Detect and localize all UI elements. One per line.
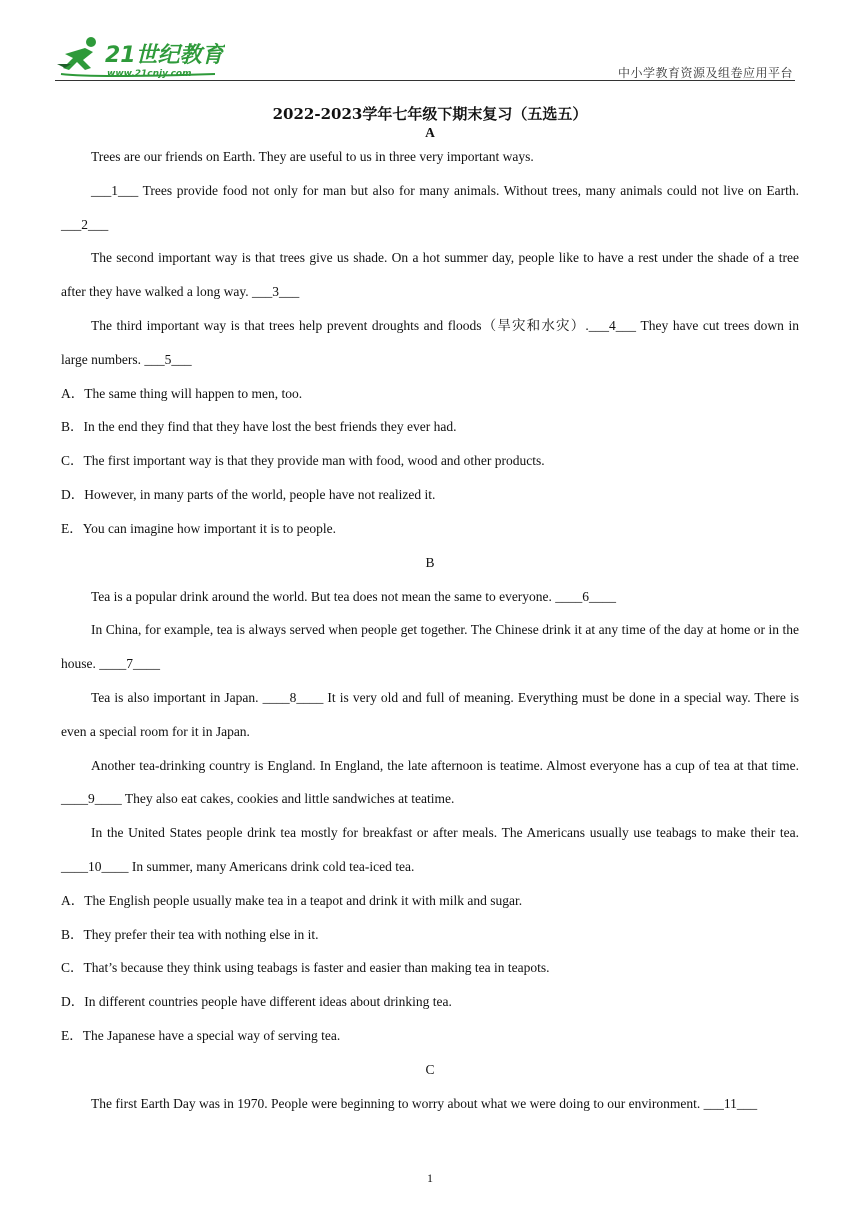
paragraph: The first Earth Day was in 1970. People were beginning to worry about what we were doing to our environment. ___11___: [91, 1095, 758, 1111]
page-number: 1: [427, 1171, 433, 1185]
option-d: D．In different countries people have different ideas about drinking tea.: [61, 994, 452, 1010]
option-b: B．They prefer their tea with nothing else in it.: [61, 926, 319, 942]
platform-name: 中小学教育资源及组卷应用平台: [617, 66, 793, 80]
paragraph: In the United States people drink tea mostly for breakfast or after meals. The Americans usually use teabags to make their tea. ____10____ In summer, many Americans drink cold tea-iced tea.: [61, 825, 799, 874]
option-a: A．The same thing will happen to men, too.: [61, 385, 303, 401]
paragraph: Tea is a popular drink around the world. But tea does not mean the same to everyone. ____6____: [91, 588, 617, 604]
page-header: [55, 34, 795, 82]
runner-logo-icon: [55, 34, 225, 80]
paragraph: Another tea-drinking country is England. In England, the late afternoon is teatime. Almost everyone has a cup of tea at that time. ____9____ They also eat cakes, cookies and little sandwiches at teatime.: [61, 757, 799, 807]
logo-text: 21世纪教育: [105, 43, 224, 68]
option-d: D．However, in many parts of the world, people have not realized it.: [61, 486, 436, 502]
logo-url: www.21cnjy.com: [107, 69, 192, 79]
option-e: E．The Japanese have a special way of serving tea.: [61, 1027, 341, 1043]
paragraph: In China, for example, tea is always served when people get together. The Chinese drink it at any time of the day at home or in the house. ____7____: [61, 622, 799, 672]
page-title: 2022-2023学年七年级下期末复习（五选五）: [272, 105, 588, 123]
section-label-a: A: [425, 125, 435, 140]
section-label-b: B: [425, 554, 435, 570]
option-c: C．The first important way is that they provide man with food, wood and other products.: [61, 453, 545, 469]
section-label-c: C: [425, 1061, 435, 1077]
option-c: C．That’s because they think using teabags is faster and easier than making tea in teapots.: [61, 960, 550, 976]
paragraph: Tea is also important in Japan. ____8____ It is very old and full of meaning. Everything must be done in a special way. There is even a special room for it in Japan.: [61, 689, 799, 739]
document-body: [61, 98, 799, 1121]
logo: [55, 34, 225, 80]
header-divider: [55, 80, 795, 81]
option-e: E．You can imagine how important it is to people.: [61, 520, 336, 536]
paragraph: The third important way is that trees help prevent droughts and floods（旱灾和水灾）.___4___ They have cut trees down in large numbers. ___5___: [61, 317, 799, 367]
paragraph: ___1___ Trees provide food not only for man but also for many animals. Without trees, many animals could not live on Earth. ___2___: [61, 182, 799, 232]
option-a: A．The English people usually make tea in a teapot and drink it with milk and sugar.: [61, 892, 523, 908]
option-b: B．In the end they find that they have lost the best friends they ever had.: [61, 419, 457, 435]
paragraph: Trees are our friends on Earth. They are useful to us in three very important ways.: [91, 149, 534, 164]
paragraph: The second important way is that trees give us shade. On a hot summer day, people like to have a rest under the shade of a tree after they have walked a long way. ___3___: [61, 250, 799, 300]
